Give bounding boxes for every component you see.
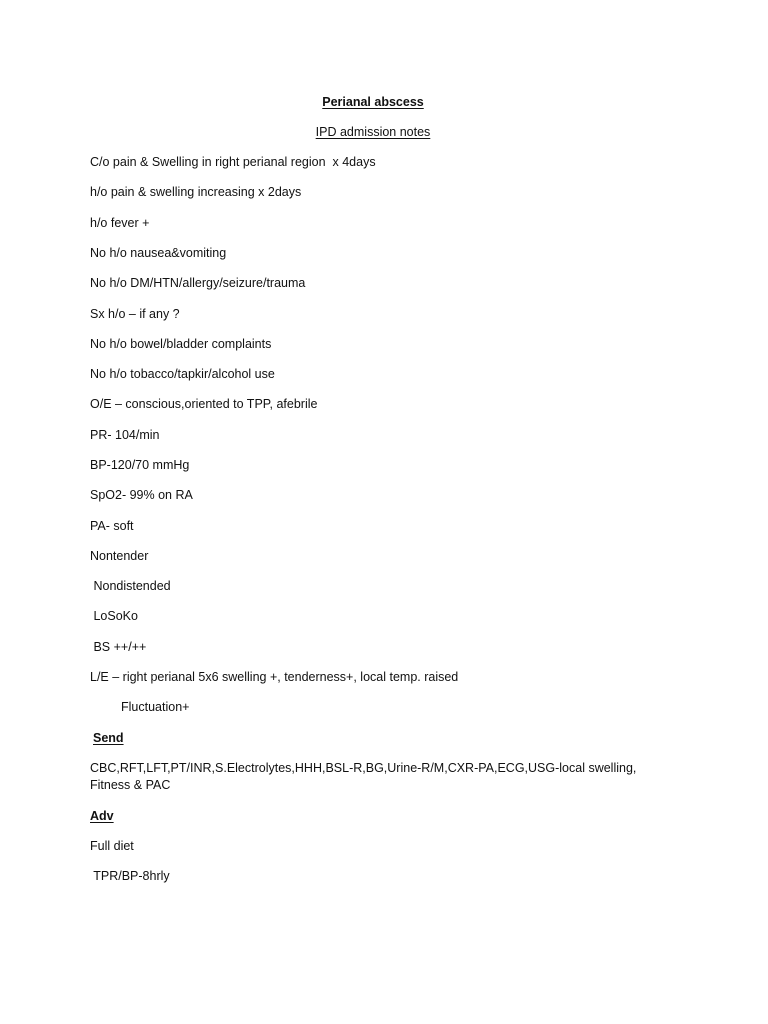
- adv-heading: Adv: [90, 809, 114, 823]
- history-line: Sx h/o – if any ?: [90, 307, 180, 321]
- history-line: No h/o bowel/bladder complaints: [90, 337, 272, 351]
- exam-line: BS ++/++: [90, 640, 147, 654]
- history-line: No h/o tobacco/tapkir/alcohol use: [90, 367, 275, 381]
- exam-line: Nontender: [90, 549, 149, 563]
- document-subtitle: IPD admission notes: [315, 125, 431, 139]
- advice-line: Full diet: [90, 839, 134, 853]
- exam-line: L/E – right perianal 5x6 swelling +, tenderness+, local temp. raised: [90, 670, 459, 684]
- history-line: No h/o nausea&vomiting: [90, 246, 227, 260]
- document-title: Perianal abscess: [322, 95, 424, 109]
- history-line: No h/o DM/HTN/allergy/seizure/trauma: [90, 276, 306, 290]
- exam-line: PA- soft: [90, 519, 134, 533]
- exam-line: LoSoKo: [90, 609, 138, 623]
- send-heading: Send: [93, 731, 124, 745]
- send-text: CBC,RFT,LFT,PT/INR,S.Electrolytes,HHH,BSL-R,BG,Urine-R/M,CXR-PA,ECG,USG-local swelling, Fitness & PAC: [90, 761, 637, 792]
- exam-line: BP-120/70 mmHg: [90, 458, 190, 472]
- history-line: h/o pain & swelling increasing x 2days: [90, 185, 302, 199]
- exam-line: Nondistended: [90, 579, 171, 593]
- exam-line: Fluctuation+: [121, 700, 190, 714]
- exam-line: O/E – conscious,oriented to TPP, afebrile: [90, 397, 318, 411]
- history-line: C/o pain & Swelling in right perianal region x 4days: [90, 155, 376, 169]
- exam-line: PR- 104/min: [90, 428, 160, 442]
- history-line: h/o fever +: [90, 216, 150, 230]
- exam-line: SpO2- 99% on RA: [90, 488, 193, 502]
- advice-line: TPR/BP-8hrly: [90, 869, 170, 883]
